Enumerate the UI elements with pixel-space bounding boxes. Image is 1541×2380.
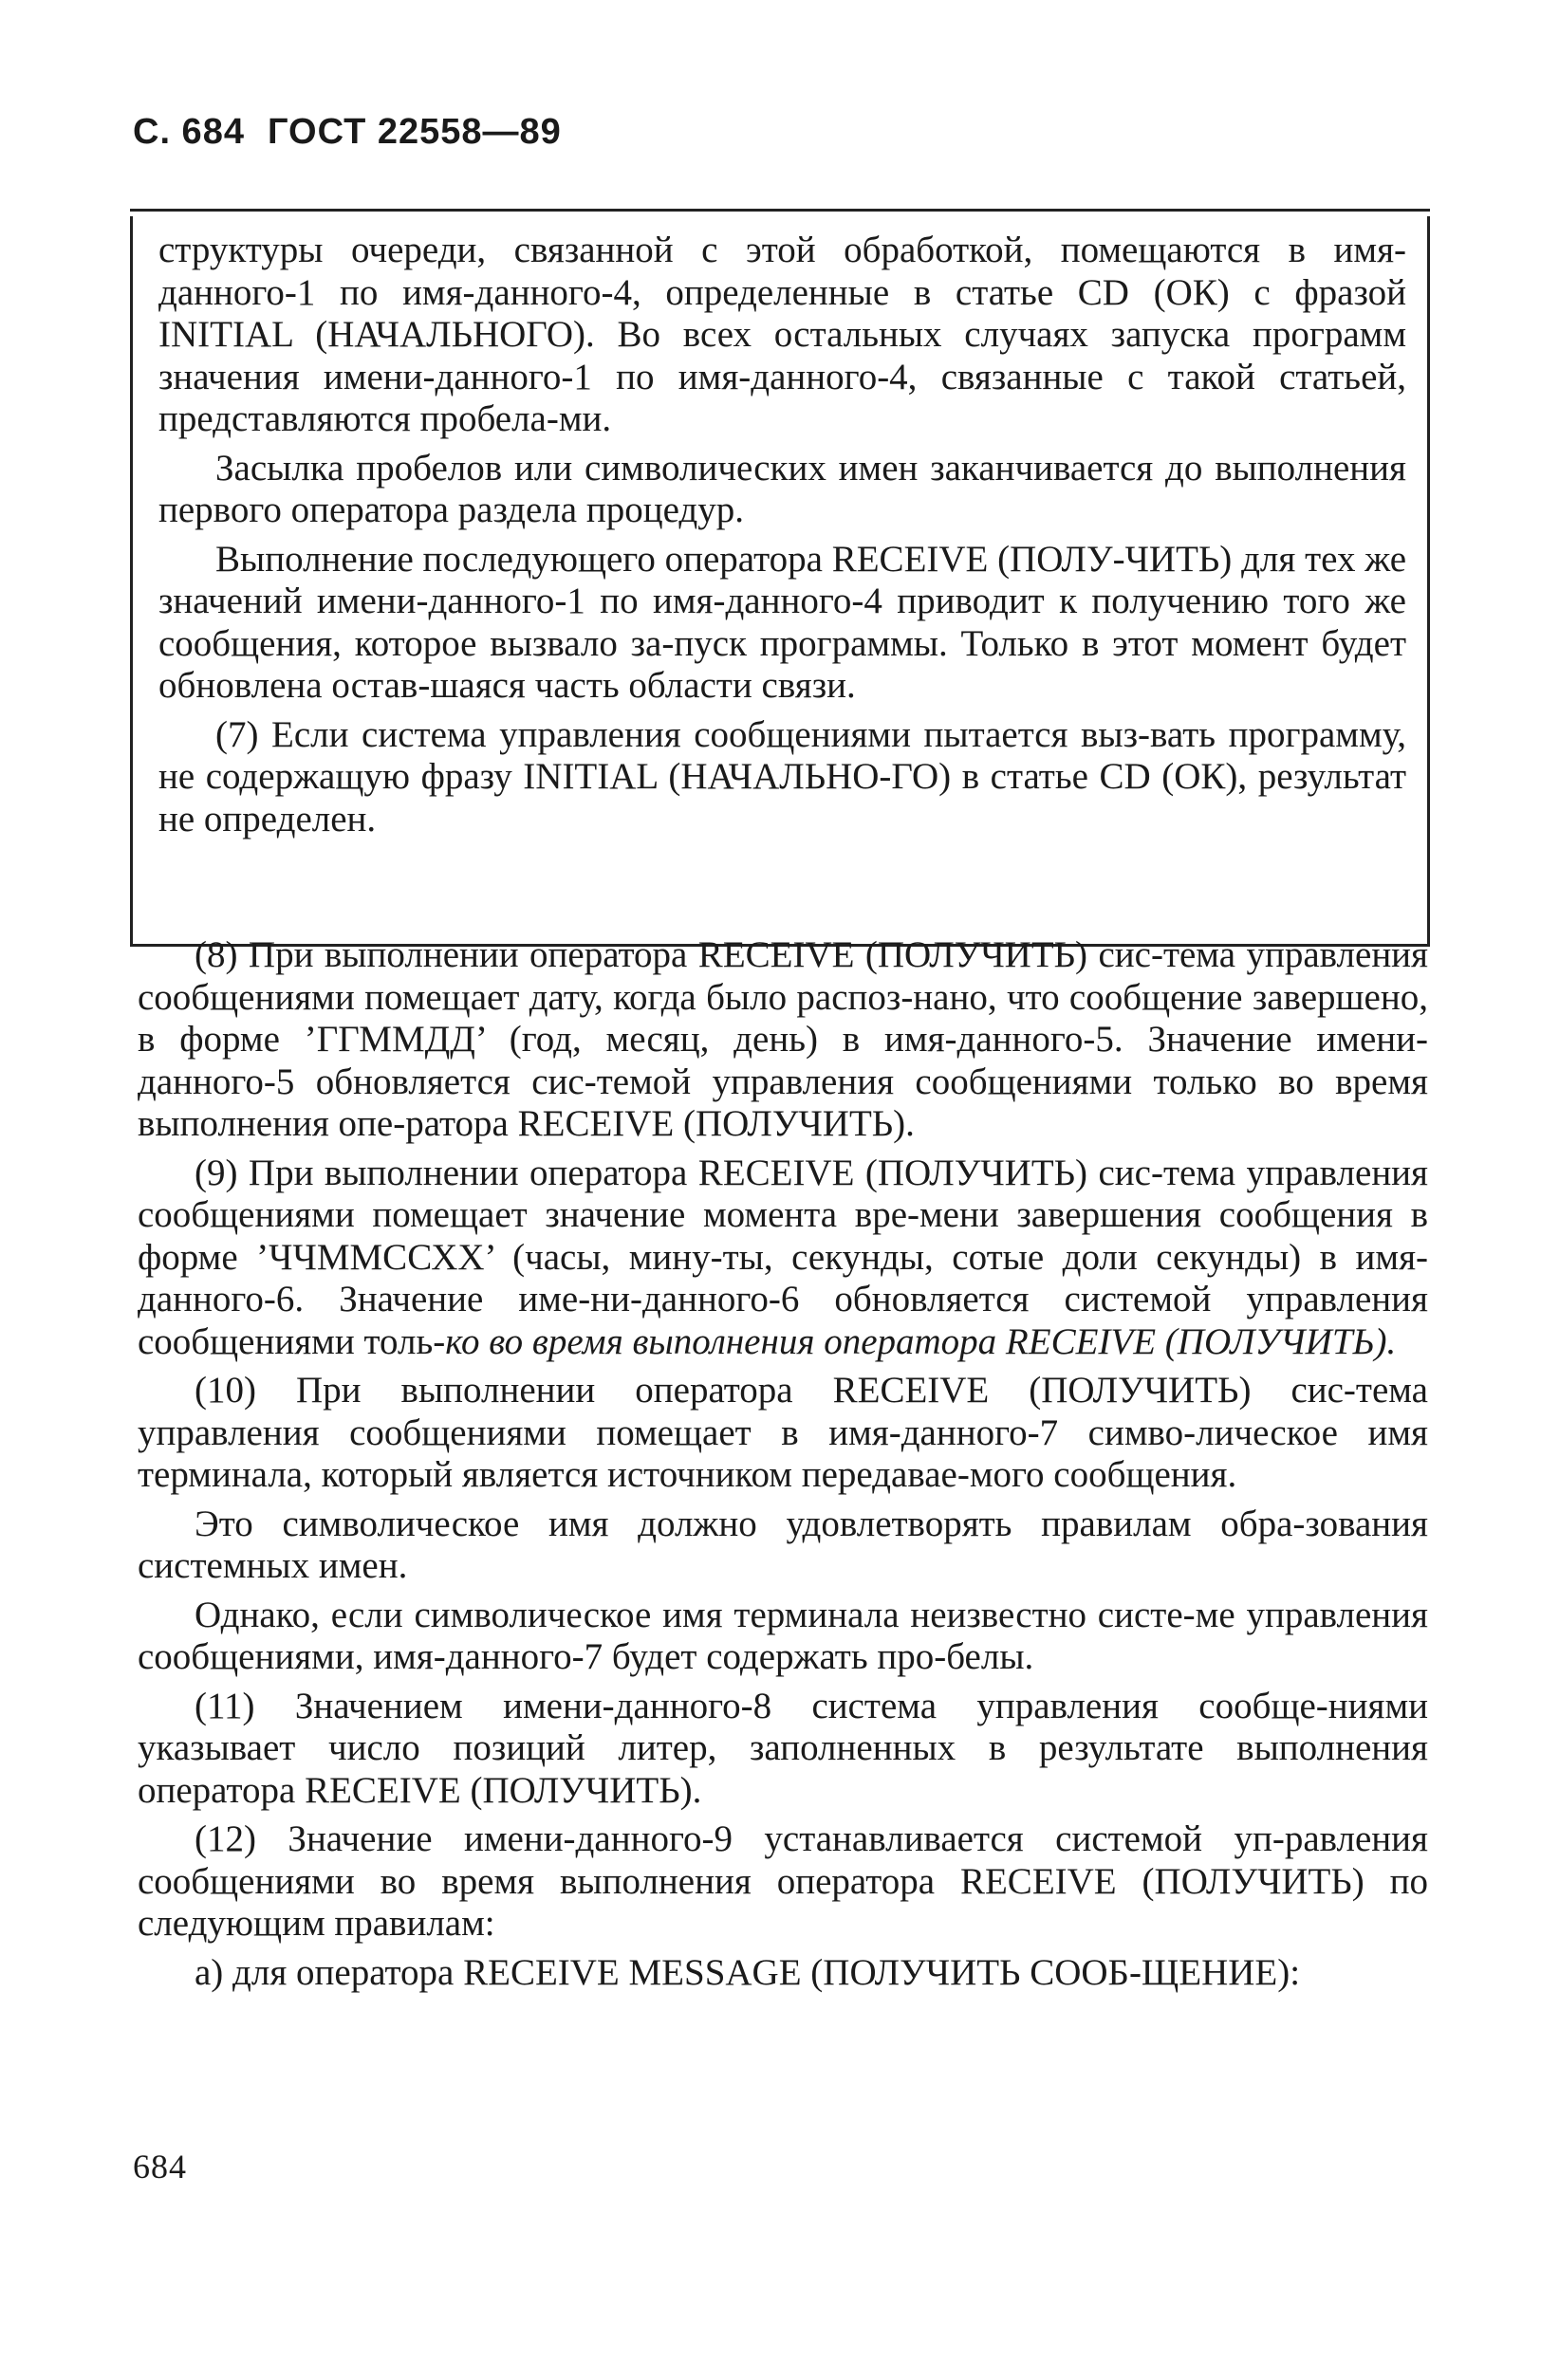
boxed-paragraph: Выполнение последующего оператора RECEIVE (ПОЛУ-ЧИТЬ) для тех же значений имени-данного-1 по имя-данного-4 приводит к получению того же сообщения, которое вызвало за-пуск программы. Только в этот момент будет обновлена остав-шаяся часть области связи. [158, 538, 1406, 706]
paragraph-however: Однако, если символическое имя терминала неизвестно систе-ме управления сообщениями, имя-данного-7 будет содержать про-белы. [138, 1594, 1428, 1677]
page-label: С. 684 [133, 112, 245, 152]
boxed-section [130, 209, 1430, 956]
boxed-paragraph: Засылка пробелов или символических имен заканчивается до выполнения первого оператора раздела процедур. [158, 447, 1406, 530]
paragraph-symbolic-name: Это символическое имя должно удовлетворять правилам обра-зования системных имен. [138, 1503, 1428, 1586]
boxed-text [158, 230, 1406, 840]
paragraph-9 [138, 1153, 1428, 1364]
paragraph-10: (10) При выполнении оператора RECEIVE (ПОЛУЧИТЬ) сис-тема управления сообщениями помещает в имя-данного-7 симво-лическое имя терминала, который является источником передавае-мого сообщения. [138, 1370, 1428, 1495]
box-top-rule [130, 209, 1430, 212]
boxed-paragraph: структуры очереди, связанной с этой обработкой, помещаются в имя-данного-1 по имя-данного-4, определенные в статье CD (ОК) с фразой INITIAL (НАЧАЛЬНОГО). Во всех остальных случаях запуска программ значения имени-данного-1 по имя-данного-4, связанные с такой статьей, представляются пробела-ми. [158, 230, 1406, 439]
box-right-rule [1427, 216, 1430, 947]
standard-title: ГОСТ 22558—89 [267, 112, 562, 152]
page-header [133, 112, 562, 153]
paragraph-a: а) для оператора RECEIVE MESSAGE (ПОЛУЧИТЬ СООБ-ЩЕНИЕ): [195, 1951, 1301, 1993]
main-text [138, 934, 1428, 1994]
paragraph-8: (8) При выполнении оператора RECEIVE (ПОЛУЧИТЬ) сис-тема управления сообщениями помещает дату, когда было распоз-нано, что сообщение завершено, в форме ’ГГММДД’ (год, месяц, день) в имя-данного-5. Значение имени-данного-5 обновляется сис-темой управления сообщениями только во время выполнения опе-ратора RECEIVE (ПОЛУЧИТЬ). [138, 934, 1428, 1144]
paragraph-9-italic: ко во время выполнения оператора RECEIVE (ПОЛУЧИТЬ). [445, 1320, 1397, 1362]
box-left-rule [130, 216, 133, 947]
boxed-paragraph: (7) Если система управления сообщениями пытается выз-вать программу, не содержащую фразу INITIAL (НАЧАЛЬНО-ГО) в статье CD (ОК), результат не определен. [158, 713, 1406, 839]
paragraph-9-text: (9) При выполнении оператора RECEIVE (ПОЛУЧИТЬ) сис-тема управления сообщениями помещает значение момента вре-мени завершения сообщения в форме ’ЧЧММССХХ’ (часы, мину-ты, секунды, сотые доли секунды) в имя-данного-6. Значение име-ни-данного-6 обновляется системой управления сообщениями толь- [138, 1152, 1428, 1362]
page-number: 684 [133, 2148, 187, 2186]
paragraph-12: (12) Значение имени-данного-9 устанавливается системой уп-равления сообщениями во время выполнения оператора RECEIVE (ПОЛУЧИТЬ) по следующим правилам: [138, 1818, 1428, 1944]
paragraph-11: (11) Значением имени-данного-8 система управления сообще-ниями указывает число позиций литер, заполненных в результате выполнения оператора RECEIVE (ПОЛУЧИТЬ). [138, 1685, 1428, 1811]
